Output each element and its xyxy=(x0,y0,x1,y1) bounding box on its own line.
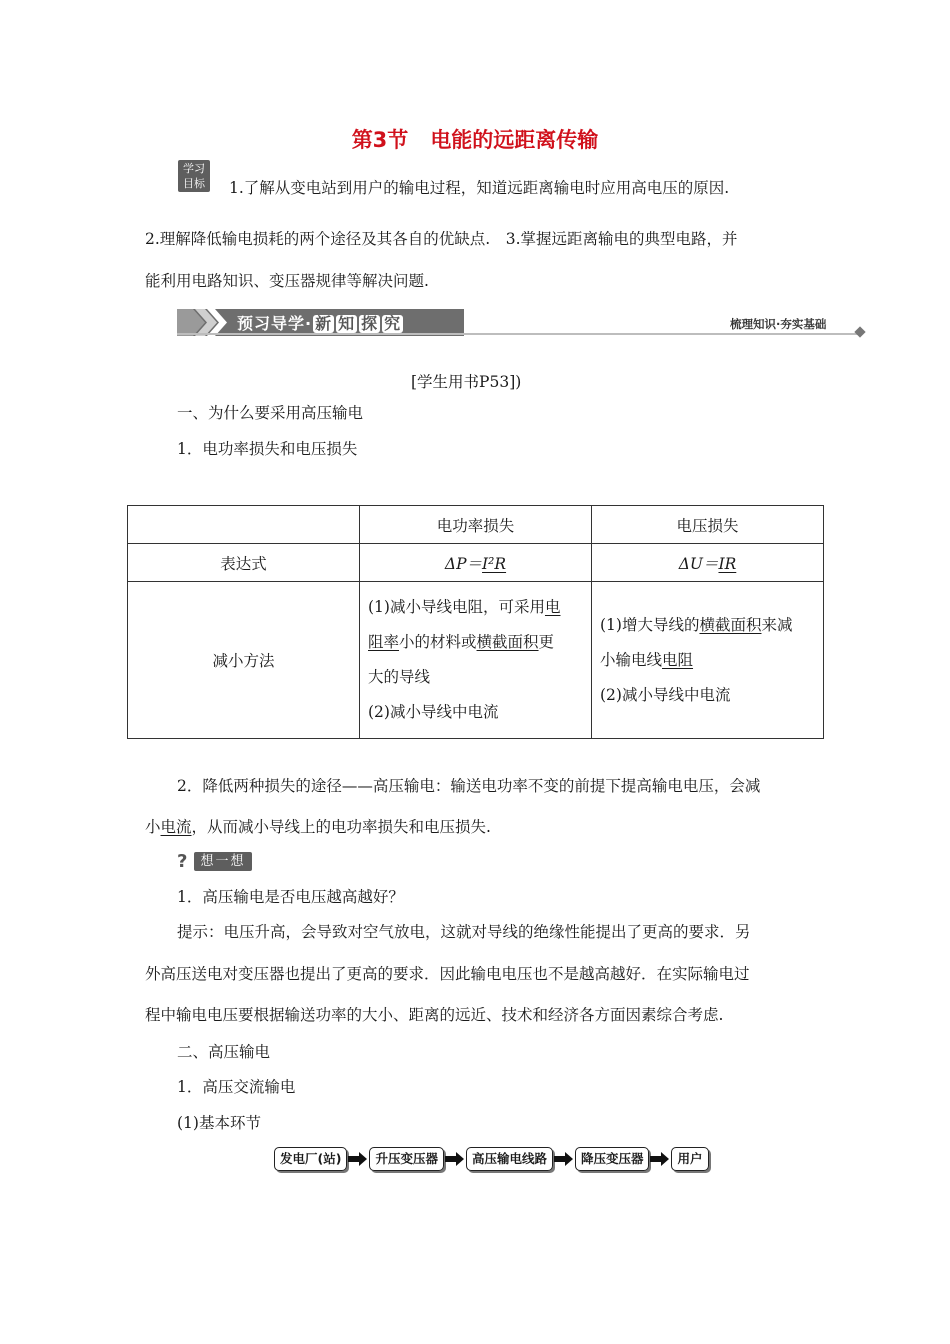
method-line xyxy=(368,590,583,625)
arrow-right-icon xyxy=(348,1151,368,1167)
flow-box-step-down-transformer: 降压变压器 xyxy=(575,1147,650,1171)
table-header-row xyxy=(128,506,824,544)
text: 小的材料或 xyxy=(399,633,477,651)
section-number: 第3节 xyxy=(351,128,409,152)
flow-box-step-up-transformer: 升压变压器 xyxy=(369,1147,444,1171)
flow-box-user: 用户 xyxy=(671,1147,708,1171)
text: 更 xyxy=(538,633,555,651)
objective-line-1: 1.了解从变电站到用户的输电过程，知道远距离输电时应用高电压的原因. xyxy=(229,179,730,197)
table-row xyxy=(128,582,824,739)
text: ，从而减小导线上的电功率损失和电压损失. xyxy=(191,818,491,836)
question-mark-icon: ? xyxy=(177,851,188,872)
formula-prefix: ΔP＝ xyxy=(444,554,483,573)
formula-answer: I²R xyxy=(482,554,507,573)
diamond-icon xyxy=(854,326,865,337)
flow-box-power-plant: 发电厂(站) xyxy=(274,1147,347,1171)
loss-table xyxy=(127,505,824,739)
banner-subtitle: 梳理知识·夯实基础 xyxy=(730,317,827,331)
arrow-right-icon xyxy=(445,1151,465,1167)
flow-box-hv-line: 高压输电线路 xyxy=(466,1147,553,1171)
text: (1)减小导线电阻，可采用 xyxy=(368,598,545,616)
section-topic: 电能的远距离传输 xyxy=(430,128,599,152)
section-2-sub-1: (1)基本环节 xyxy=(177,1114,261,1132)
banner-title-prefix: 预习导学· xyxy=(237,314,313,333)
table-row xyxy=(128,544,824,582)
objective-line-3: 能利用电路知识、变压器规律等解决问题. xyxy=(145,272,429,290)
think-question: 1．高压输电是否电压越高越好？ xyxy=(177,888,404,906)
think-answer-line-1: 提示：电压升高，会导致对空气放电，这就对导线的绝缘性能提出了更高的要求．另 xyxy=(177,923,751,941)
banner-pill: 究 xyxy=(384,314,402,333)
answer: 横截面积 xyxy=(476,633,539,651)
banner-pill: 探 xyxy=(361,314,379,333)
objectives-badge xyxy=(178,160,210,192)
table-header-cell: 电功率损失 xyxy=(360,506,592,544)
answer: 电 xyxy=(544,598,561,616)
transmission-flow-diagram xyxy=(274,1145,709,1173)
method-line: (2)减小导线中电流 xyxy=(600,685,731,704)
section-1-item-1: 1．电功率损失和电压损失 xyxy=(177,440,358,458)
table-header-cell: 电压损失 xyxy=(592,506,824,544)
answer: 横截面积 xyxy=(699,615,762,634)
section-2-item-1: 1．高压交流输电 xyxy=(177,1078,296,1096)
book-reference: [学生用书P53]) xyxy=(411,373,522,391)
text: 小 xyxy=(145,818,161,836)
table-row-label: 表达式 xyxy=(128,544,360,582)
answer: 电阻 xyxy=(662,650,694,669)
formula-answer: IR xyxy=(718,554,737,573)
answer: 阻率 xyxy=(368,633,400,651)
badge-line-1: 学习 xyxy=(183,162,205,175)
arrow-right-icon xyxy=(650,1151,670,1167)
banner-pill: 新 xyxy=(315,314,333,333)
method-line xyxy=(600,608,815,643)
answer: 电流 xyxy=(160,818,192,836)
method-line xyxy=(600,643,815,678)
text: (1)增大导线的 xyxy=(600,615,700,634)
voltage-loss-formula xyxy=(592,544,824,582)
section-2-heading: 二、高压输电 xyxy=(177,1043,271,1061)
power-loss-methods xyxy=(360,582,592,739)
section-1-heading: 一、为什么要采用高压输电 xyxy=(177,404,364,422)
voltage-loss-methods xyxy=(592,582,824,739)
think-answer-line-2: 外高压送电对变压器也提出了更高的要求．因此输电电压也不是越高越好．在实际输电过 xyxy=(145,965,750,983)
formula-prefix: ΔU＝ xyxy=(678,554,719,573)
text: 小输电线 xyxy=(600,650,663,669)
item-2-line-1: 2．降低两种损失的途径——高压输电：输送电功率不变的前提下提高输电电压，会减 xyxy=(177,777,761,795)
banner-title xyxy=(237,311,404,334)
page-title xyxy=(0,124,950,154)
arrow-right-icon xyxy=(554,1151,574,1167)
badge-line-2: 目标 xyxy=(183,177,205,190)
item-2-line-2 xyxy=(145,816,491,838)
table-row-label: 减小方法 xyxy=(128,582,360,739)
method-line xyxy=(368,625,583,660)
think-answer-line-3: 程中输电电压要根据输送功率的大小、距离的远近、技术和经济各方面因素综合考虑. xyxy=(145,1006,724,1024)
text: 来减 xyxy=(761,615,793,634)
banner-pill: 知 xyxy=(338,314,356,333)
power-loss-formula xyxy=(360,544,592,582)
think-label: 想一想 xyxy=(194,852,252,871)
objective-line-2: 2.理解降低输电损耗的两个途径及其各自的优缺点. 3.掌握远距离输电的典型电路，并 xyxy=(145,230,738,248)
method-line: 大的导线 xyxy=(368,668,431,686)
method-line: (2)减小导线中电流 xyxy=(368,703,499,721)
table-header-cell xyxy=(128,506,360,544)
